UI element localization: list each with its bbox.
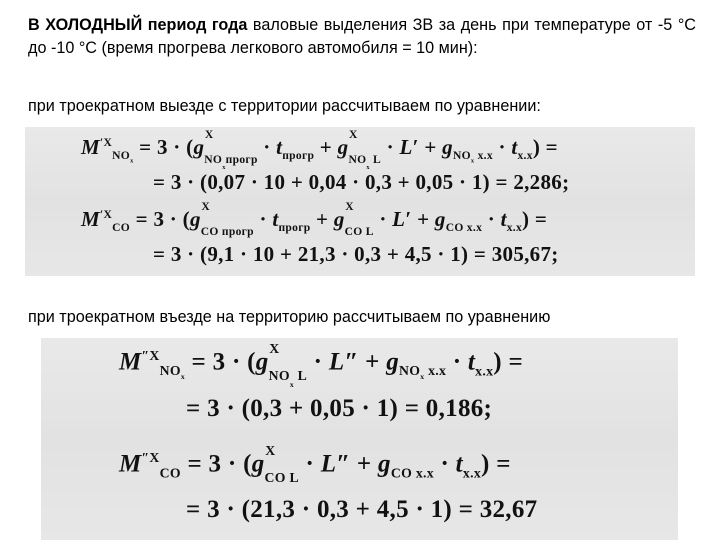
- formula-no2-exit-line2: = 3 · (0,07 · 10 + 0,04 · 0,3 + 0,05 · 1) = 2,286;: [153, 170, 570, 194]
- formula-no2-entry-line1: $M^{''X}_{NO_x} = 3 \cdot (g$ X $_{NO_x L} \cdot L'' + g_{NO_x х.х} \cdot t_{х.х}$) =: [119, 340, 523, 389]
- formula-co-entry-line1: $M^{''X}_{CO} = 3 \cdot (g$ X $_{CO L} \cdot L'' + g_{CO х.х} \cdot t_{х.х}$) =: [119, 442, 511, 486]
- entry-formulas-image: [41, 338, 678, 540]
- formula-co-exit-line1: $M^{'X}_{CO} = 3 \cdot (g$ X $_{CO прогр} \cdot t_{прогр} + g$ X $_{CO L} \cdot L' + g_{CO х.х} \cdot t_{х.х}$) =: [81, 200, 548, 239]
- formula-co-entry-line2: = 3 · (21,3 · 0,3 + 4,5 · 1) = 32,67: [186, 496, 538, 523]
- period-heading: В ХОЛОДНЫЙ период года: [28, 16, 248, 34]
- formula-no2-entry-line2: = 3 · (0,3 + 0,05 · 1) = 0,186;: [186, 395, 493, 422]
- entry-description: при троекратном въезде на территорию рассчитываем по уравнению: [28, 308, 551, 326]
- intro-text: валовые выделения ЗВ за день при температуре от -5 °С до -10 °С (время прогрева легкового автомобиля = 10 мин):: [28, 16, 696, 57]
- formula-no2-exit-line1: $M^{'X}_{NO_x} = 3 \cdot (g$ X $_{NO_xпрогр} \cdot t_{прогр} + g$ X $_{NO_x L} \cdot L' + g_{NO_x х.х} \cdot t_{х.х}$) =: [81, 128, 558, 171]
- intro-paragraph: [28, 14, 696, 60]
- formula-co-exit-line2: = 3 · (9,1 · 10 + 21,3 · 0,3 + 4,5 · 1) = 305,67;: [153, 242, 559, 266]
- exit-description: при троекратном выезде с территории рассчитываем по уравнении:: [28, 97, 541, 115]
- exit-formulas-image: [25, 127, 695, 276]
